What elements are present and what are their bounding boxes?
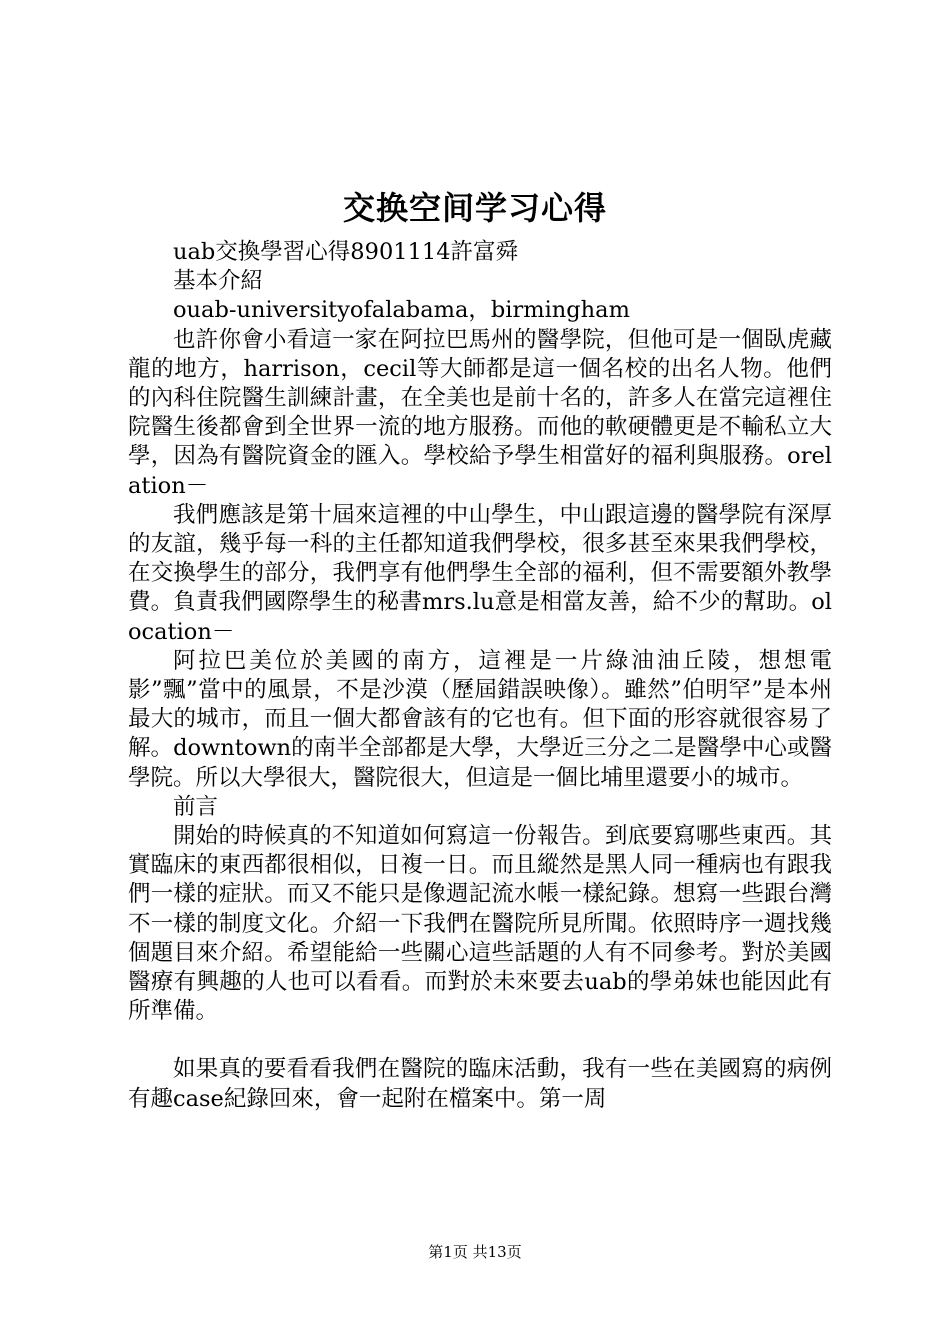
page-number: 第1页 共13页 — [428, 1243, 522, 1261]
paragraph-clinical-cases: 如果真的要看看我們在醫院的臨床活動，我有一些在美國寫的病例有趣case紀錄回來，會一起附在檔案中。第一周 — [128, 1056, 832, 1112]
paragraph-school-intro: 也許你會小看這一家在阿拉巴馬州的醫學院，但他可是一個臥虎藏龍的地方，harrison，cecil等大師都是這一個名校的出名人物。他們的內科住院醫生訓練計畫，在全美也是前十名的，許多人在當完這裡住院醫生後都會到全世界一流的地方服務。而他的軟硬體更是不輸私立大學，因為有醫院資金的匯入。學校給予學生相當好的福利與服務。orelation－ — [128, 326, 832, 499]
document-title: 交换空间学习心得 — [342, 189, 607, 227]
section-heading-basic-intro: 基本介紹 — [173, 268, 264, 295]
paragraph-university: ouab-universityofalabama，birmingham — [173, 297, 630, 324]
section-heading-preface: 前言 — [173, 793, 219, 820]
paragraph-location: 阿拉巴美位於美國的南方，這裡是一片綠油油丘陵，想想電影”飄”當中的風景，不是沙漠（歷屆錯誤映像）。雖然”伯明罕”是本州最大的城市，而且一個大都會該有的它也有。但下面的形容就很容易了解。downtown的南半全部都是大學，大學近三分之二是醫學中心或醫學院。所以大學很大，醫院很大，但這是一個比埔里還要小的城市。 — [128, 647, 832, 791]
document-body — [128, 238, 832, 1114]
paragraph-author-line: uab交換學習心得8901114許富舜 — [173, 239, 519, 265]
paragraph-preface: 開始的時候真的不知道如何寫這一份報告。到底要寫哪些東西。其實臨床的東西都很相似，日複一日。而且縱然是黑人同一種病也有跟我們一樣的症狀。而又不能只是像週記流水帳一樣紀錄。想寫一些跟台灣不一樣的制度文化。介紹一下我們在醫院所見所聞。依照時序一週找幾個題目來介紹。希望能給一些關心這些話題的人有不同參考。對於美國醫療有興趣的人也可以看看。而對於未來要去uab的學弟妹也能因此有所準備。 — [128, 823, 832, 1025]
paragraph-relation: 我們應該是第十屆來這裡的中山學生，中山跟這邊的醫學院有深厚的友誼，幾乎每一科的主任都知道我們學校，很多甚至來果我們學校，在交換學生的部分，我們享有他們學生全部的福利，但不需要額外教學費。負責我們國際學生的秘書mrs.lu意是相當友善，給不少的幫助。olocation－ — [128, 501, 832, 645]
